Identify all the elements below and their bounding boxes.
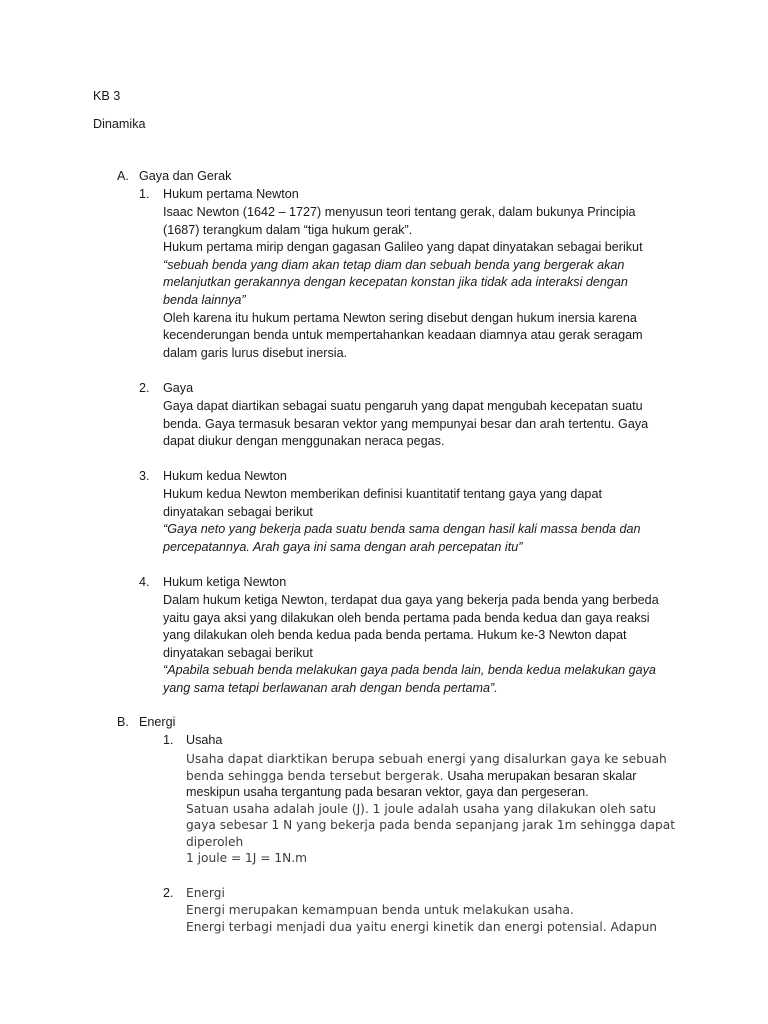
item-a4-title: Hukum ketiga Newton — [163, 575, 287, 589]
paragraph-line: Energi merupakan kemampuan benda untuk melakukan usaha. — [186, 903, 574, 917]
paragraph-line: dinyatakan sebagai berikut — [163, 645, 313, 660]
paragraph-line: yang dilakukan oleh benda kedua pada benda pertama. Hukum ke-3 Newton dapat — [163, 628, 627, 643]
item-a2-body — [163, 398, 683, 451]
item-a1-body — [163, 204, 683, 362]
item-a4-body — [163, 592, 693, 698]
item-a2-num: 2. — [139, 381, 150, 395]
paragraph-line: Hukum kedua Newton memberikan definisi kuantitatif tentang gaya yang dapat — [163, 487, 602, 501]
paragraph-line: (1687) terangkum dalam “tiga hukum gerak”. — [163, 222, 413, 237]
paragraph-line: Hukum pertama mirip dengan gagasan Galileo yang dapat dinyatakan sebagai berikut — [163, 240, 643, 255]
paragraph-line: yaitu gaya aksi yang dilakukan oleh benda pertama pada benda kedua dan gaya reaksi — [163, 610, 650, 625]
paragraph-line: Gaya dapat diartikan sebagai suatu pengaruh yang dapat mengubah kecepatan suatu — [163, 399, 643, 413]
paragraph-segment: benda sehingga benda tersebut bergerak. — [186, 768, 448, 783]
paragraph-line: Oleh karena itu hukum pertama Newton sering disebut dengan hukum inersia karena — [163, 310, 637, 325]
formula-line: 1 joule = 1J = 1N.m — [186, 851, 307, 865]
paragraph-line: meskipun usaha tergantung pada besaran vektor, gaya dan pergeseran. — [186, 785, 589, 799]
item-b1-num: 1. — [163, 733, 174, 747]
quote-line: “Gaya neto yang bekerja pada suatu benda sama dengan hasil kali massa benda dan — [163, 522, 641, 537]
paragraph-line: Energi terbagi menjadi dua yaitu energi kinetik dan energi potensial. Adapun — [186, 919, 658, 934]
item-b1-body — [186, 751, 686, 867]
paragraph-line: Usaha dapat diarktikan berupa sebuah energi yang disalurkan gaya ke sebuah — [186, 752, 667, 766]
section-b-label: B. — [117, 715, 129, 729]
item-b1-title: Usaha — [186, 733, 223, 747]
item-b2-body — [186, 902, 686, 935]
paragraph-line: Isaac Newton (1642 – 1727) menyusun teori tentang gerak, dalam bukunya Principia — [163, 205, 636, 219]
kb-label: KB 3 — [93, 89, 121, 103]
quote-line: melanjutkan gerakannya dengan kecepatan konstan jika tidak ada interaksi dengan — [163, 275, 628, 290]
item-b2-num: 2. — [163, 886, 174, 900]
item-b2-title: Energi — [186, 886, 225, 900]
paragraph-line: dapat diukur dengan menggunakan neraca pegas. — [163, 434, 445, 449]
item-a3-title: Hukum kedua Newton — [163, 469, 287, 483]
section-a-label: A. — [117, 169, 129, 183]
quote-line: “Apabila sebuah benda melakukan gaya pada benda lain, benda kedua melakukan gaya — [163, 663, 656, 678]
paragraph-line: benda. Gaya termasuk besaran vektor yang mempunyai besar dan arah tertentu. Gaya — [163, 416, 649, 431]
paragraph-line: dalam garis lurus disebut inersia. — [163, 345, 348, 360]
section-a-title: Gaya dan Gerak — [139, 169, 232, 183]
quote-line: yang sama tetapi berlawanan arah dengan benda pertama”. — [163, 680, 498, 695]
subject-title: Dinamika — [93, 117, 146, 131]
quote-line: benda lainnya” — [163, 292, 246, 307]
paragraph-line: kecenderungan benda untuk mempertahankan keadaan diamnya atau gerak seragam — [163, 328, 643, 343]
item-a2-title: Gaya — [163, 381, 194, 395]
paragraph-line: diperoleh — [186, 834, 244, 849]
section-b-title: Energi — [139, 715, 176, 729]
paragraph-line: gaya sebesar 1 N yang bekerja pada benda sepanjang jarak 1m sehingga dapat — [186, 818, 676, 832]
item-a1-num: 1. — [139, 187, 150, 201]
item-a1-title: Hukum pertama Newton — [163, 187, 299, 201]
item-a3-body — [163, 486, 683, 556]
quote-line: percepatannya. Arah gaya ini sama dengan arah percepatan itu” — [163, 539, 523, 554]
item-a4-num: 4. — [139, 575, 150, 589]
paragraph-line: Dalam hukum ketiga Newton, terdapat dua gaya yang bekerja pada benda yang berbeda — [163, 593, 659, 607]
item-a3-num: 3. — [139, 469, 150, 483]
paragraph-segment: Usaha merupakan besaran skalar — [447, 768, 637, 783]
paragraph-line: dinyatakan sebagai berikut — [163, 504, 313, 519]
quote-line: “sebuah benda yang diam akan tetap diam dan sebuah benda yang bergerak akan — [163, 257, 625, 272]
paragraph-line: Satuan usaha adalah joule (J). 1 joule adalah usaha yang dilakukan oleh satu — [186, 801, 656, 816]
paragraph-line — [186, 768, 686, 785]
